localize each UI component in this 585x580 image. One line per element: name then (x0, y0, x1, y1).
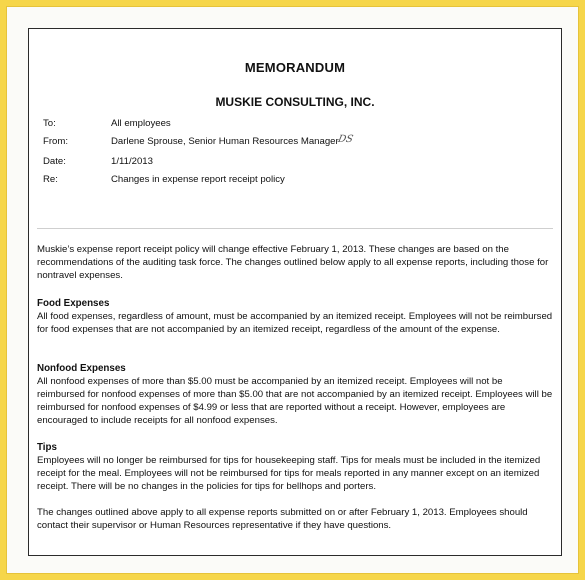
to-value: All employees (111, 118, 171, 129)
header-divider (37, 228, 553, 229)
memo-page (28, 28, 562, 556)
date-label: Date: (43, 156, 66, 167)
re-label: Re: (43, 174, 58, 185)
company-name: MUSKIE CONSULTING, INC. (215, 95, 375, 109)
to-label: To: (43, 118, 56, 129)
nonfood-text: All nonfood expenses of more than $5.00 must be accompanied by an itemized receipt. Employees will not be reimbursed for nonfood expenses of more than $5.00 that are not accompanied by an itemized receipt. Employees will be reimbursed for nonfood expenses of $4.99 or less that are reported without a receipt. However, employees are encouraged to include receipts for all nonfood expenses. (37, 376, 553, 426)
food-heading: Food Expenses (37, 298, 110, 309)
tips-heading: Tips (37, 442, 57, 453)
re-value: Changes in expense report receipt policy (111, 174, 285, 185)
nonfood-paragraph (37, 375, 553, 427)
memo-title: MEMORANDUM (244, 60, 346, 75)
nonfood-heading: Nonfood Expenses (37, 363, 126, 374)
intro-text: Muskie’s expense report receipt policy will change effective February 1, 2013. These changes are based on the recommendations of the auditing task force. The changes outlined below apply to all expense reports, including those for nontravel expenses. (37, 244, 549, 281)
handwritten-initials: DS (336, 134, 355, 145)
from-value: Darlene Sprouse, Senior Human Resources Manager (111, 136, 339, 147)
tips-paragraph (37, 454, 553, 493)
food-text: All food expenses, regardless of amount, must be accompanied by an itemized receipt. Employees will not be reimbursed for food expenses that are not accompanied by an itemized receipt, regardless of the amount of the expense. (37, 311, 553, 335)
food-paragraph (37, 310, 553, 336)
document-frame (6, 6, 579, 574)
intro-paragraph (37, 243, 553, 282)
tips-text: Employees will no longer be reimbursed for tips for housekeeping staff. Tips for meals must be included in the itemized receipt for the meal. Employees will not be reimbursed for tips for meals reported in any manner except on an itemized receipt. There will be no changes in the policies for tips for bellhops and porters. (37, 455, 541, 492)
closing-text: The changes outlined above apply to all expense reports submitted on or after February 1, 2013. Employees should contact their supervisor or Human Resources representative if they have questions. (37, 507, 528, 531)
closing-paragraph (37, 506, 553, 532)
from-label: From: (43, 136, 69, 147)
date-value: 1/11/2013 (111, 156, 153, 167)
